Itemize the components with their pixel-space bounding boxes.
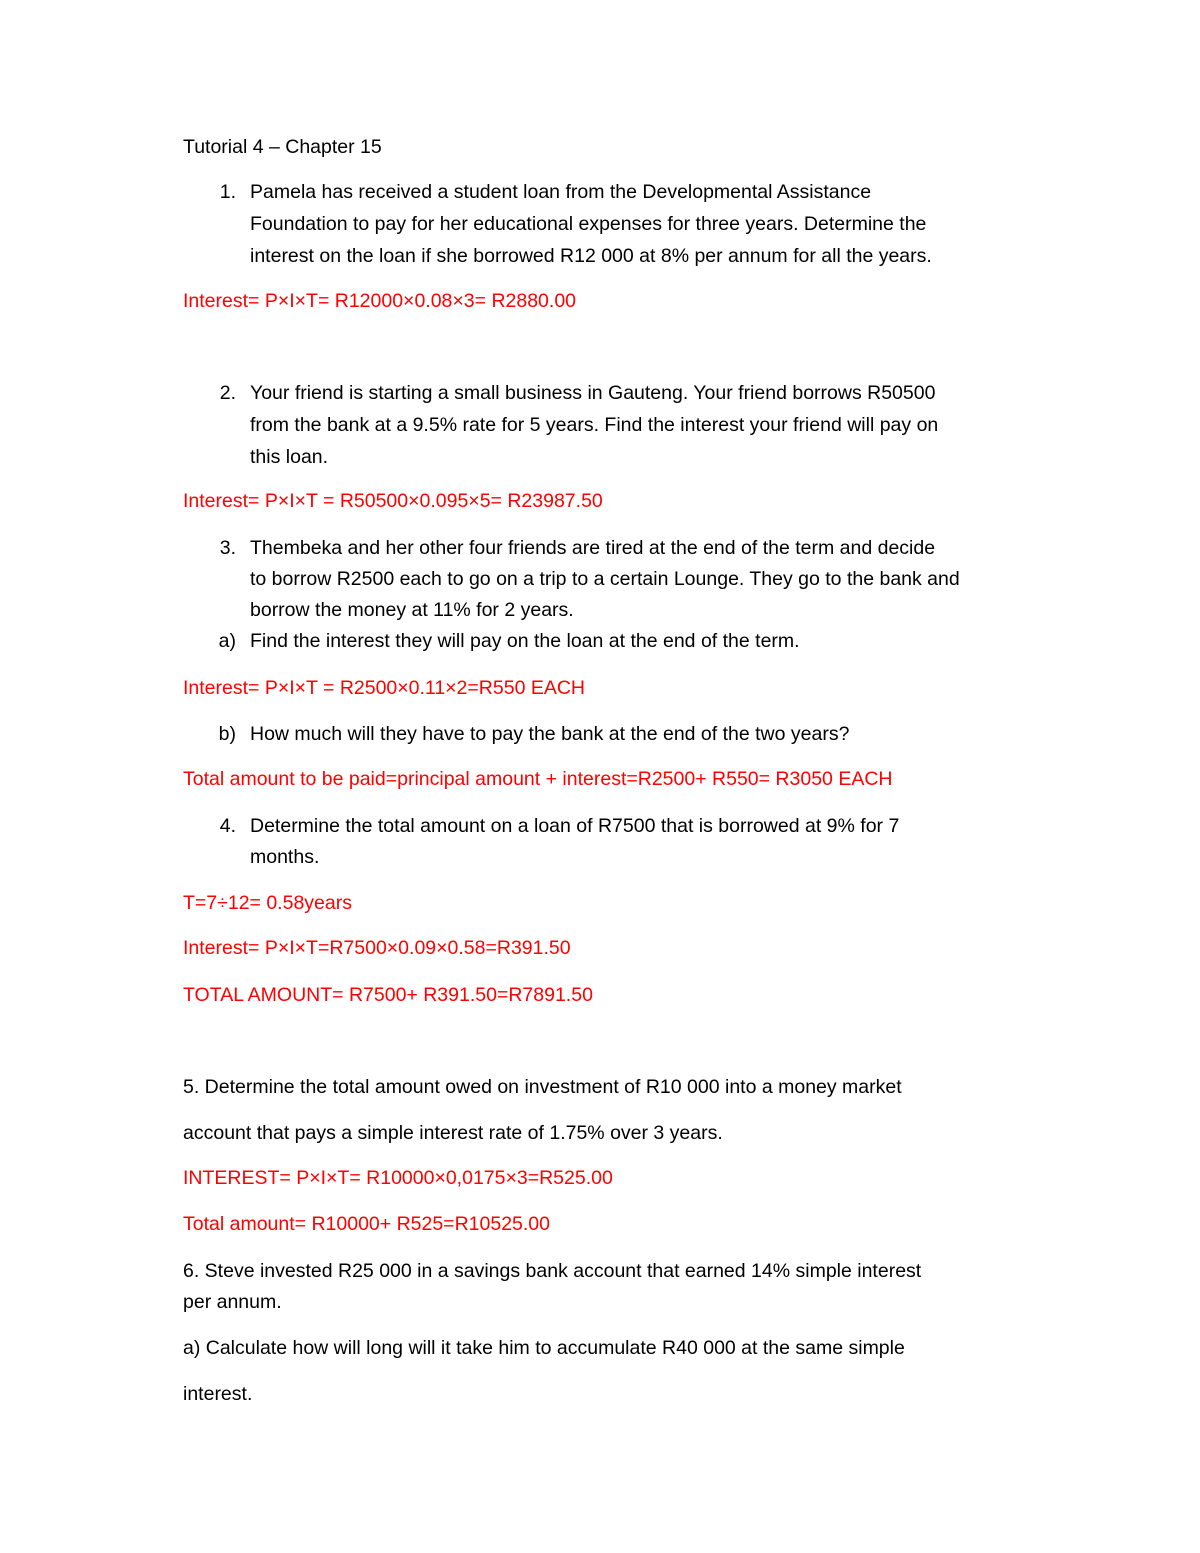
- question-3b-answer: Total amount to be paid=principal amount + interest=R2500+ R550= R3050 EACH: [183, 768, 893, 790]
- question-5-answer-1: INTEREST= P×I×T= R10000×0,0175×3=R525.00: [183, 1167, 613, 1189]
- question-6a-line-2: interest.: [183, 1383, 253, 1405]
- question-2-number: 2.: [219, 382, 236, 404]
- question-3-number: 3.: [219, 537, 236, 559]
- question-3b-text: How much will they have to pay the bank at the end of the two years?: [250, 723, 850, 745]
- question-5-line-1: 5. Determine the total amount owed on investment of R10 000 into a money market: [183, 1076, 902, 1098]
- question-1-answer: Interest= P×I×T= R12000×0.08×3= R2880.00: [183, 290, 577, 312]
- question-4-answer-3: TOTAL AMOUNT= R7500+ R391.50=R7891.50: [183, 984, 593, 1006]
- question-2-line-2: from the bank at a 9.5% rate for 5 years. Find the interest your friend will pay on: [250, 414, 939, 436]
- question-1-line-1: Pamela has received a student loan from the Developmental Assistance: [250, 181, 872, 203]
- question-2-line-1: Your friend is starting a small business in Gauteng. Your friend borrows R50500: [250, 382, 936, 404]
- question-2-answer: Interest= P×I×T = R50500×0.095×5= R23987.50: [183, 490, 603, 512]
- question-1-line-3: interest on the loan if she borrowed R12 000 at 8% per annum for all the years.: [250, 245, 932, 267]
- question-4-line-2: months.: [250, 846, 320, 868]
- question-4-answer-1: T=7÷12= 0.58years: [183, 892, 352, 914]
- question-2-line-3: this loan.: [250, 446, 329, 468]
- question-6-line-2: per annum.: [183, 1291, 282, 1313]
- question-4-answer-2: Interest= P×I×T=R7500×0.09×0.58=R391.50: [183, 937, 571, 959]
- question-3b-label: b): [218, 723, 236, 745]
- question-4-line-1: Determine the total amount on a loan of R7500 that is borrowed at 9% for 7: [250, 815, 900, 837]
- question-6-line-1: 6. Steve invested R25 000 in a savings bank account that earned 14% simple interest: [183, 1260, 922, 1282]
- question-1-line-2: Foundation to pay for her educational expenses for three years. Determine the: [250, 213, 927, 235]
- question-3a-text: Find the interest they will pay on the loan at the end of the term.: [250, 630, 800, 652]
- question-4-number: 4.: [219, 815, 236, 837]
- question-5-line-2: account that pays a simple interest rate of 1.75% over 3 years.: [183, 1122, 723, 1144]
- question-1-number: 1.: [219, 181, 236, 203]
- question-6a-line-1: a) Calculate how will long will it take him to accumulate R40 000 at the same simple: [183, 1337, 905, 1359]
- question-3-line-2: to borrow R2500 each to go on a trip to a certain Lounge. They go to the bank and: [250, 568, 960, 590]
- document-title: Tutorial 4 – Chapter 15: [183, 136, 382, 158]
- question-5-answer-2: Total amount= R10000+ R525=R10525.00: [183, 1213, 550, 1235]
- question-3a-answer: Interest= P×I×T = R2500×0.11×2=R550 EACH: [183, 677, 586, 699]
- question-3-line-3: borrow the money at 11% for 2 years.: [250, 599, 574, 621]
- question-3a-label: a): [218, 630, 236, 652]
- question-3-line-1: Thembeka and her other four friends are tired at the end of the term and decide: [250, 537, 936, 559]
